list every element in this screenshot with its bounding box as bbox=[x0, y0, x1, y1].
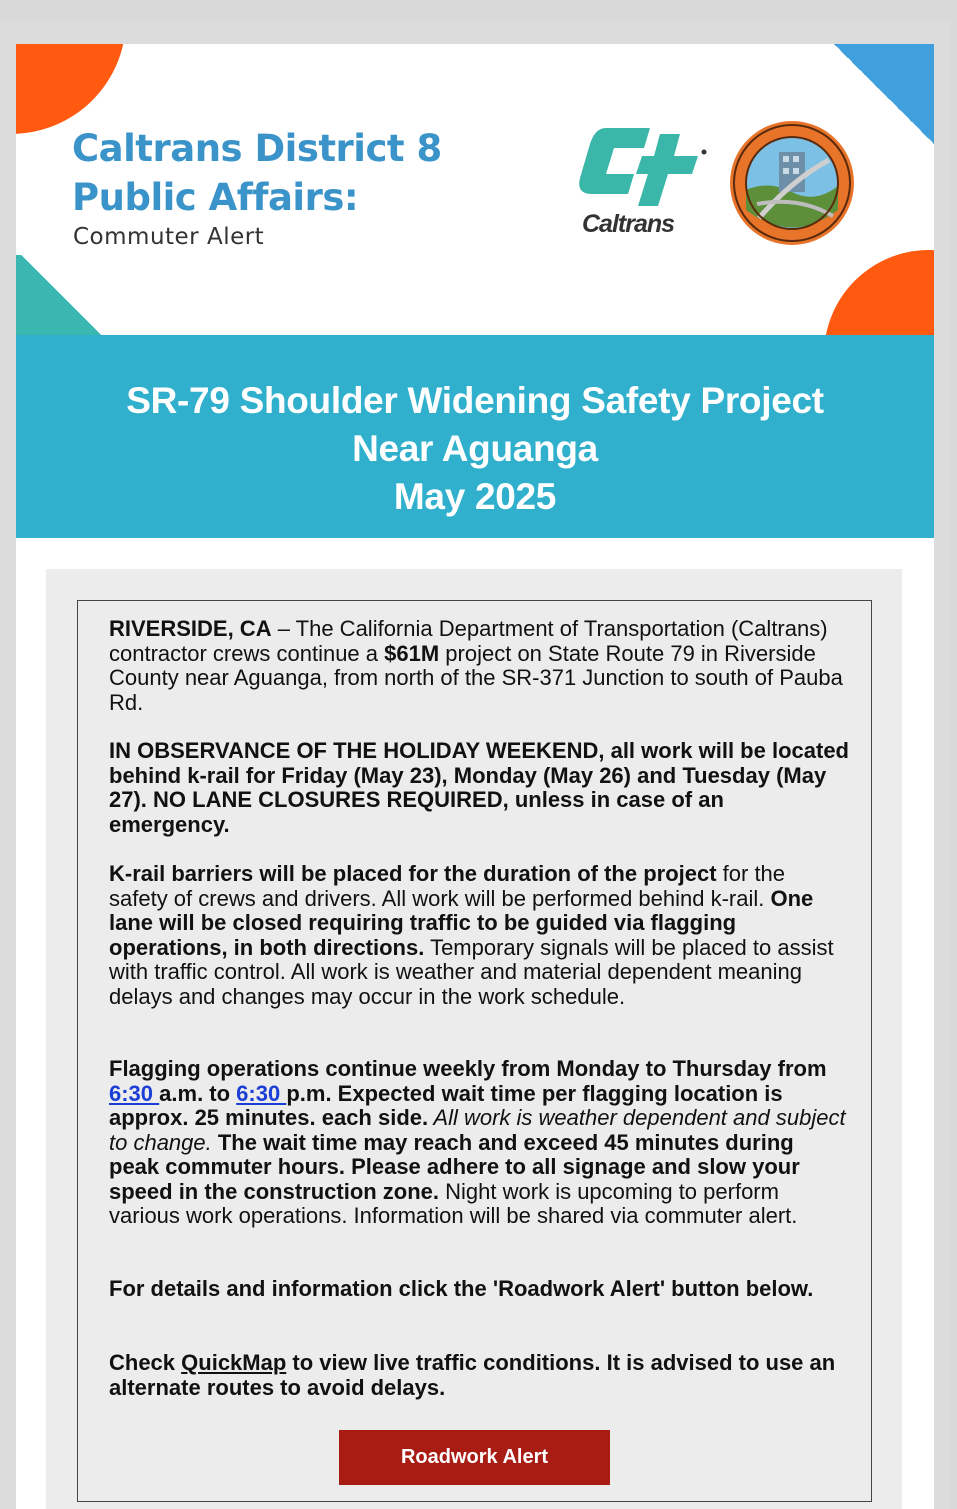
header-title-line2: Public Affairs: bbox=[72, 176, 359, 219]
banner-date: May 2025 bbox=[393, 476, 557, 517]
intro-text-1: – The California Department of Transportation (Caltrans) contractor crews continue a bbox=[109, 616, 828, 666]
flagging-text-1: Night work is upcoming to perform various work operations. Information will be shared via commuter alert. bbox=[109, 1178, 798, 1228]
district-seal-icon bbox=[729, 120, 855, 246]
caltrans-wordmark: Caltrans bbox=[582, 210, 675, 238]
flagging-text-bold-2: a.m. to bbox=[159, 1080, 237, 1106]
quickmap-text-1: Check bbox=[109, 1350, 182, 1375]
banner-title-line2: Near Aguanga bbox=[352, 428, 598, 469]
details-text: For details and information click the 'Roadwork Alert' button below. bbox=[109, 1276, 814, 1301]
quickmap-text-2: to view live traffic conditions. It is advised to use an alternate routes to avoid delays. bbox=[109, 1350, 836, 1400]
project-amount: $61M bbox=[384, 640, 440, 666]
krail-text-bold-2: One lane will be closed requiring traffic to be guided via flagging operations, in both directions. bbox=[109, 885, 814, 960]
flagging-text-italic: All work is weather dependent and subject to change. bbox=[109, 1105, 846, 1155]
paragraph-holiday bbox=[109, 739, 849, 837]
time-link-start[interactable]: 6:30 bbox=[109, 1080, 160, 1106]
time-link-end[interactable]: 6:30 bbox=[236, 1080, 287, 1106]
roadwork-alert-button[interactable]: Roadwork Alert bbox=[339, 1430, 610, 1485]
flagging-text-bold-3: p.m. Expected wait time per flagging location is approx. 25 minutes. each side. bbox=[109, 1080, 783, 1130]
paragraph-intro bbox=[109, 617, 849, 715]
flagging-text-bold-4: The wait time may reach and exceed 45 minutes during peak commuter hours. Please adhere to all signage and slow your speed in the construction zone. bbox=[109, 1129, 800, 1204]
paragraph-krail bbox=[109, 862, 849, 1009]
header bbox=[16, 44, 934, 335]
decor-corner-bottom-right bbox=[824, 250, 934, 335]
krail-text-bold-1: K-rail barriers will be placed for the duration of the project bbox=[109, 861, 717, 886]
holiday-notice: IN OBSERVANCE OF THE HOLIDAY WEEKEND, all work will be located behind k-rail for Friday (May 23), Monday (May 26) and Tuesday (May 27). NO LANE CLOSURES REQUIRED, unless in case of an emergency. bbox=[109, 738, 849, 837]
intro-text-2: project on State Route 79 in Riverside County near Aguanga, from north of the SR-371 Junction to south of Pauba Rd. bbox=[109, 640, 843, 715]
decor-corner-top-left bbox=[16, 44, 126, 134]
decor-corner-bottom-left bbox=[16, 255, 106, 335]
flagging-text-bold-1: Flagging operations continue weekly from Monday to Thursday from bbox=[109, 1056, 827, 1081]
header-title-line1: Caltrans District 8 bbox=[72, 127, 442, 170]
dateline: RIVERSIDE, CA bbox=[109, 616, 272, 641]
email-card bbox=[16, 44, 934, 1509]
krail-text-1: for the safety of crews and drivers. All work will be performed behind k-rail. bbox=[109, 861, 786, 911]
paragraph-details bbox=[109, 1277, 849, 1302]
quickmap-link[interactable]: QuickMap bbox=[181, 1350, 287, 1375]
banner-title-line1: SR-79 Shoulder Widening Safety Project bbox=[126, 380, 824, 421]
paragraph-flagging bbox=[109, 1057, 849, 1229]
header-title bbox=[72, 124, 442, 222]
header-subtitle: Commuter Alert bbox=[73, 224, 265, 250]
krail-text-2: Temporary signals will be placed to assist with traffic control. All work is weather and material dependent meaning delays and changes may occur in the work schedule. bbox=[109, 934, 834, 1009]
project-banner bbox=[16, 335, 934, 538]
paragraph-quickmap bbox=[109, 1351, 849, 1400]
